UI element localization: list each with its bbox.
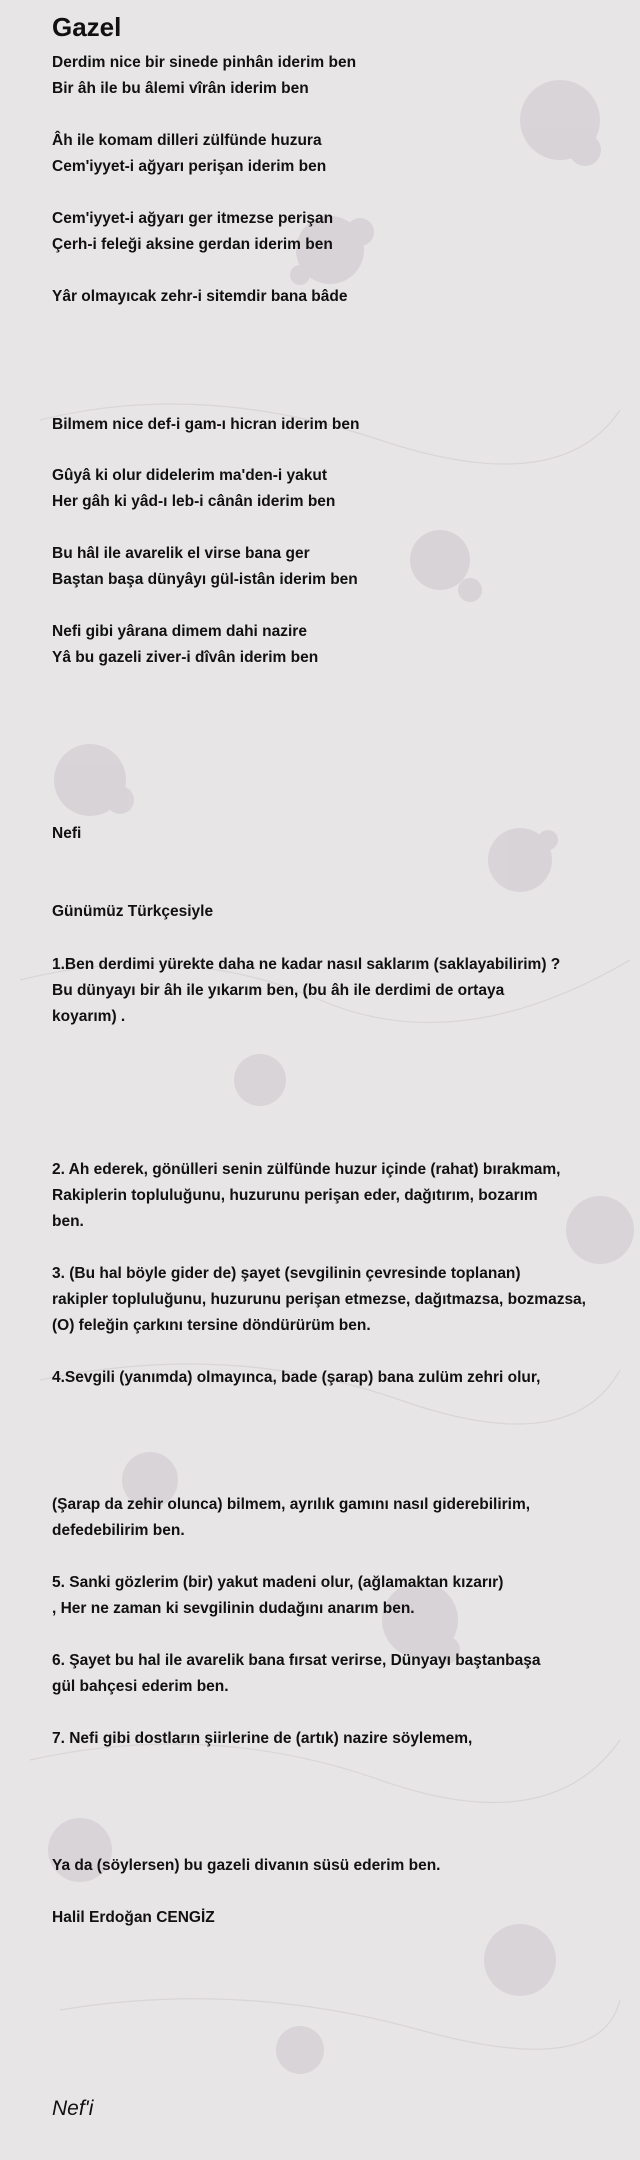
translation-line: defedebilirim ben. (52, 1522, 185, 1539)
translation-line: ben. (52, 1213, 84, 1230)
translation-line: Bu dünyayı bir âh ile yıkarım ben, (bu âh ile derdimi de ortaya (52, 982, 505, 999)
translator-name: Halil Erdoğan CENGİZ (52, 1909, 215, 1926)
translation-line: 1.Ben derdimi yürekte daha ne kadar nasıl saklarım (saklayabilirim) ? (52, 956, 561, 973)
author-name: Nefi (52, 825, 82, 842)
page-title: Gazel (52, 12, 122, 42)
poem-line: Cem'iyyet-i ağyarı perişan iderim ben (52, 158, 327, 175)
translation-line: 7. Nefi gibi dostların şiirlerine de (artık) nazire söylemem, (52, 1730, 473, 1747)
translation-line: gül bahçesi ederim ben. (52, 1678, 229, 1695)
translation-line: 2. Ah ederek, gönülleri senin zülfünde huzur içinde (rahat) bırakmam, (52, 1161, 561, 1178)
translation-heading: Günümüz Türkçesiyle (52, 903, 214, 920)
poem-line: Bir âh ile bu âlemi vîrân iderim ben (52, 80, 309, 97)
poem-line: Yâr olmayıcak zehr-i sitemdir bana bâde (52, 288, 348, 305)
translation-line: Rakiplerin topluluğunu, huzurunu perişan eder, dağıtırım, bozarım (52, 1187, 538, 1204)
poem-line: Bu hâl ile avarelik el virse bana ger (52, 545, 310, 562)
translation-line: 6. Şayet bu hal ile avarelik bana fırsat verirse, Dünyayı baştanbaşa (52, 1652, 541, 1669)
poem-line: Nefi gibi yârana dimem dahi nazire (52, 623, 307, 640)
poem-line: Âh ile komam dilleri zülfünde huzura (52, 132, 322, 149)
poem-line: Cem'iyyet-i ağyarı ger itmezse perişan (52, 210, 334, 227)
signature: Nef'i (52, 2097, 94, 2120)
translation-line: rakipler topluluğunu, huzurunu perişan etmezse, dağıtmazsa, bozmazsa, (52, 1291, 586, 1308)
translation-line: , Her ne zaman ki sevgilinin dudağını anarım ben. (52, 1600, 415, 1617)
translation-line: (Şarap da zehir olunca) bilmem, ayrılık gamını nasıl giderebilirim, (52, 1496, 531, 1513)
poem-line: Derdim nice bir sinede pinhân iderim ben (52, 54, 357, 71)
poem-line: Çerh-i feleği aksine gerdan iderim ben (52, 236, 333, 253)
translation-line: 4.Sevgili (yanımda) olmayınca, bade (şarap) bana zulüm zehri olur, (52, 1369, 541, 1386)
poem-line: Yâ bu gazeli ziver-i dîvân iderim ben (52, 649, 319, 666)
translation-line: Ya da (söylersen) bu gazeli divanın süsü ederim ben. (52, 1857, 441, 1874)
translation-line: 3. (Bu hal böyle gider de) şayet (sevgilinin çevresinde toplanan) (52, 1265, 521, 1282)
translation-line: koyarım) . (52, 1008, 126, 1025)
poem-line: Gûyâ ki olur didelerim ma'den-i yakut (52, 467, 328, 484)
translation-line: 5. Sanki gözlerim (bir) yakut madeni olur, (ağlamaktan kızarır) (52, 1574, 504, 1591)
poem-line: Bilmem nice def-i gam-ı hicran iderim ben (52, 416, 360, 433)
poem-line: Baştan başa dünyâyı gül-istân iderim ben (52, 571, 358, 588)
poem-line: Her gâh ki yâd-ı leb-i cânân iderim ben (52, 493, 336, 510)
translation-line: (O) feleğin çarkını tersine döndürürüm ben. (52, 1317, 371, 1334)
